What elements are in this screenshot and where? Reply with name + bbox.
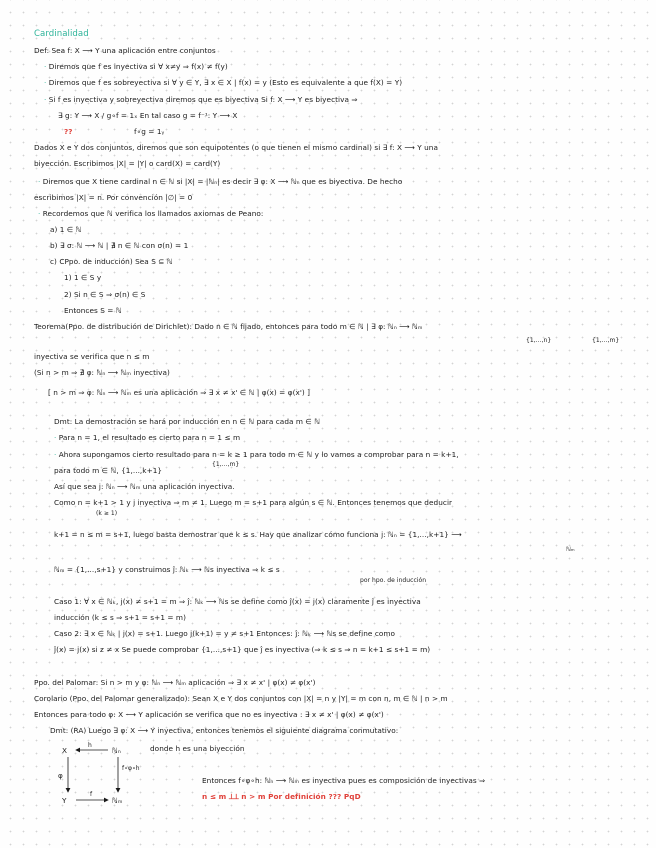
diagram-label-f: f [90, 791, 93, 798]
text-line: ℕₘ = {1,...,s+1} y construimos ĵ: ℕₖ ⟶ ℕs inyectiva ⇒ k ≤ s [54, 565, 280, 574]
pigeonhole-line: Ppo. del Palomar: Si n > m y φ: ℕₙ ⟶ ℕₘ aplicación ⇒ ∃ x ≠ x' | φ(x) ≠ φ(x') [34, 678, 316, 687]
axiom-c-conclusion: Entonces S = ℕ [64, 306, 122, 315]
proof-line: Dmt: (RA) Luego ∃ φ: X ⟶ Y inyectiva, entonces tenemos el siguiente diagrama conmutativo: [50, 726, 399, 735]
text-line-content: Recordemos que ℕ verifica los llamados axiomas de Peano: [42, 209, 264, 218]
page-title: Cardinalidad [34, 29, 89, 39]
text-line: · Ahora supongamos cierto resultado para n = k ≥ 1 para todo m ∈ ℕ y lo vamos a comprobar para n = k+1, [54, 450, 459, 459]
diagram-node-nm: ℕₘ [112, 796, 123, 805]
text-line: k+1 = n ≤ m = s+1, luego basta demostrar que k ≤ s. Hay que analizar cómo funciona j: ℕₙ = {1,...,k+1} ⟶ [54, 530, 462, 539]
text-line: ĵ(x) = j(x) si z ≠ x Se puede comprobar {1,...,s+1} que ĵ es inyectiva (⇒ k ≤ s ⇒ n = k+1 ≤ s+1 = m) [54, 645, 431, 654]
text-line: Entonces para todo φ: X ⟶ Y aplicación se verifica que no es inyectiva : ∃ x ≠ x' | φ(x) ≠ φ(x') [34, 710, 384, 719]
text-line-content: Para n = 1, el resultado es cierto para n = 1 ≤ m [58, 433, 241, 442]
case-1: Caso 1: ∀ x ∈ ℕₖ, j(x) ≠ s+1 = m ⇒ ĵ: ℕₖ ⟶ ℕs se define como ĵ(x) = j(x) claramente ĵ es inyectiva [54, 597, 421, 606]
case-2: Caso 2: ∃ x ∈ ℕₖ | j(x) = s+1. Luego j(k+1) = y ≠ s+1 Entonces: ĵ: ℕₖ ⟶ ℕs se define como [54, 629, 396, 638]
text-line: (k ≥ 1) [96, 510, 118, 517]
text-line: {1,...,m} [592, 337, 620, 344]
text-line: ℕₘ [566, 546, 575, 553]
theorem-line: Teorema(Ppo. de distribución de Dirichlet): Dado n ∈ ℕ fijado, entonces para todo m ∈ ℕ | ∃ φ: ℕₙ ⟶ ℕₘ [34, 322, 423, 331]
text-line: donde h es una biyección [150, 744, 245, 753]
text-line: · Recordemos que ℕ verifica los llamados axiomas de Peano: [38, 209, 264, 218]
text-line: · Si f es inyectiva y sobreyectiva diremos que es biyectiva Si f: X ⟶ Y es biyectiva ⇒ [44, 95, 358, 104]
text-line-content: Ahora supongamos cierto resultado para n = k ≥ 1 para todo m ∈ ℕ y lo vamos a comprobar para n = k+1, [58, 450, 459, 459]
text-line: · Diremos que f es sobreyectiva si ∀ y ∈ Y, ∃ x ∈ X | f(x) = y (Esto es equivalente a que f(X) = Y) [44, 78, 403, 87]
text-line: biyección. Escribimos |X| = |Y| o card(X) = card(Y) [34, 159, 221, 168]
text-line: por hpo. de inducción [360, 577, 427, 584]
proof-line: Dmt: La demostración se hará por inducción en n ∈ ℕ para cada m ∈ ℕ [54, 417, 321, 426]
diagram-label-composition: f∘φ∘h [122, 765, 140, 772]
text-line-content: Si f es inyectiva y sobreyectiva diremos que es biyectiva Si f: X ⟶ Y es biyectiva ⇒ [48, 95, 358, 104]
question-marks: ?? [64, 127, 73, 136]
diagram-node-y: Y [62, 796, 67, 805]
text-line: para todo m ∈ ℕ, {1,...,k+1} [54, 466, 163, 475]
conclusion-line: n ≤ m ⟂⟂ n > m Por definición ??? PqD [202, 792, 361, 801]
text-line: {1,...,m} [212, 461, 240, 468]
text-line: f∘g = 1ᵧ [134, 127, 165, 136]
diagram-label-h: h [88, 742, 92, 749]
text-line: Dados X e Y dos conjuntos, diremos que son equipotentes (o que tienen el mismo cardinal) si ∃ f: X ⟶ Y una [34, 143, 439, 152]
text-line: Def: Sea f: X ⟶ Y una aplicación entre conjuntos [34, 46, 216, 55]
text-line: · Diremos que f es inyectiva si ∀ x≠y ⇒ f(x) ≠ f(y) [44, 62, 228, 71]
text-line: Como n = k+1 > 1 y j inyectiva ⇒ m ≠ 1. Luego m = s+1 para algún s ∈ ℕ. Entonces tenemos que deducir [54, 498, 453, 507]
diagram-label-phi: φ [58, 771, 63, 780]
text-line-content: Diremos que X tiene cardinal n ∈ ℕ si |X| = |ℕₙ| es decir ∃ φ: X ⟶ ℕₙ que es biyectiva. De hecho [42, 177, 403, 186]
axiom-c-2: 2) Si n ∈ S ⇒ σ(n) ∈ S [64, 290, 146, 299]
text-line: ∃ g: Y ⟶ X / g∘f = 1ₓ En tal caso g = f⁻¹: Y ⟶ X [58, 111, 238, 120]
text-line: · Para n = 1, el resultado es cierto para n = 1 ≤ m [54, 433, 241, 442]
text-line-content: Diremos que f es sobreyectiva si ∀ y ∈ Y, ∃ x ∈ X | f(x) = y (Esto es equivalente a que f(X) = Y) [48, 78, 403, 87]
axiom-b: b) ∃ σ: ℕ ⟶ ℕ | ∄ n ∈ ℕ con σ(n) = 1 [50, 241, 189, 250]
diagram-node-nn: ℕₙ [112, 746, 121, 755]
corollary-line: Corolario (Ppo. del Palomar generalizado): Sean X e Y dos conjuntos con |X| = n y |Y| = m con n, m ∈ ℕ | n > m [34, 694, 448, 703]
text-line: {1,...,n} [526, 337, 552, 344]
text-line: inyectiva se verifica que n ≤ m [34, 352, 150, 361]
text-line: inducción (k ≤ s ⇒ s+1 = s+1 = m) [54, 613, 186, 622]
text-line: (Si n > m ⇒ ∄ φ: ℕₙ ⟶ ℕₘ inyectiva) [34, 368, 170, 377]
text-line-content: Diremos que f es inyectiva si ∀ x≠y ⇒ f(x) ≠ f(y) [48, 62, 228, 71]
text-line: Entonces f∘φ∘h: ℕₙ ⟶ ℕₘ es inyectiva pues es composición de inyectivas ⇒ [202, 776, 486, 785]
text-line: Así que sea j: ℕₙ ⟶ ℕₘ una aplicación inyectiva. [54, 482, 235, 491]
diagram-node-x: X [62, 746, 68, 755]
axiom-a: a) 1 ∈ ℕ [50, 225, 82, 234]
axiom-c-1: 1) 1 ∈ S y [64, 273, 102, 282]
axiom-c: c) CPpo. de inducción) Sea S ⊆ ℕ [50, 257, 173, 266]
text-line: [ n > m ⇒ φ: ℕₙ ⟶ ℕₘ es una aplicación ⇒ ∃ x ≠ x' ∈ ℕ | φ(x) = φ(x') ] [48, 388, 311, 397]
text-line: escribimos |X| = n. Por convención |∅| = 0 [34, 193, 193, 202]
text-line: · Diremos que X tiene cardinal n ∈ ℕ si |X| = |ℕₙ| es decir ∃ φ: X ⟶ ℕₙ que es biyectiva. De hecho [38, 177, 403, 186]
